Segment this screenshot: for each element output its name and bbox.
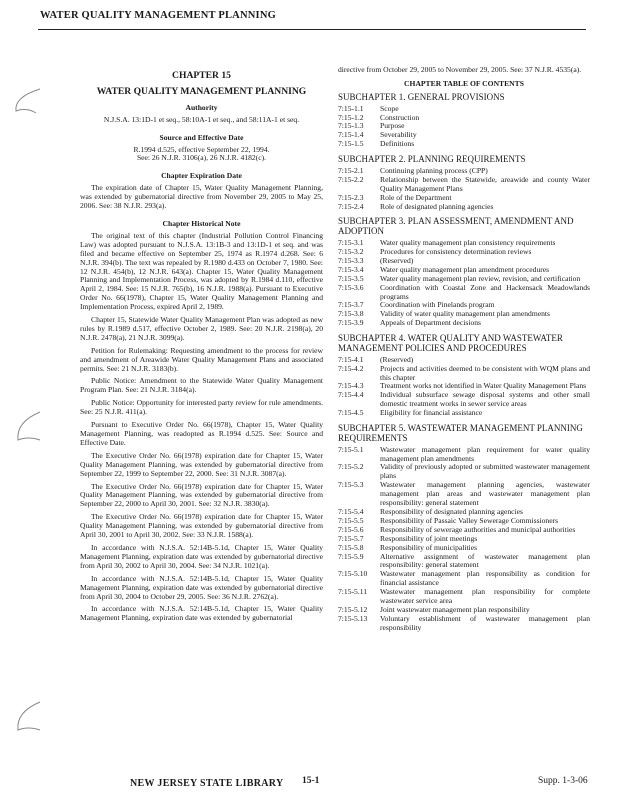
section-number: 7:15-1.2 bbox=[338, 112, 364, 122]
binding-mark-bottom bbox=[6, 700, 46, 734]
library-stamp: NEW JERSEY STATE LIBRARY bbox=[130, 778, 284, 789]
supplement-date: Supp. 1-3-06 bbox=[538, 776, 588, 786]
subchapter-heading: SUBCHAPTER 2. PLANNING REQUIREMENTS bbox=[338, 154, 526, 165]
section-number: 7:15-5.5 bbox=[338, 515, 364, 525]
section-number: 7:15-5.13 bbox=[338, 613, 368, 623]
toc-entry bbox=[338, 140, 590, 149]
section-number: 7:15-3.5 bbox=[338, 273, 364, 283]
source-heading: Source and Effective Date bbox=[159, 132, 244, 142]
section-number: 7:15-5.2 bbox=[338, 462, 364, 472]
section-title: Individual subsurface sewage disposal systems and other small domestic treatment works in sewer service areas bbox=[380, 390, 590, 409]
section-number: 7:15-4.2 bbox=[338, 363, 364, 373]
subchapter-heading: SUBCHAPTER 3. PLAN ASSESSMENT, AMENDMENT AND ADOPTION bbox=[338, 216, 574, 237]
toc-entry bbox=[338, 131, 590, 140]
section-title: Validity of water quality management plan amendments bbox=[380, 309, 550, 319]
section-title: Construction bbox=[380, 112, 420, 122]
section-number: 7:15-3.1 bbox=[338, 238, 364, 248]
toc-entry bbox=[338, 284, 590, 302]
toc-entry bbox=[338, 409, 590, 418]
section-title: Purpose bbox=[380, 121, 405, 131]
history-continuation: directive from October 29, 2005 to November 29, 2005. See: 37 N.J.R. 4535(a). bbox=[338, 65, 582, 74]
toc-entry bbox=[338, 553, 590, 571]
toc-entry bbox=[338, 463, 590, 481]
section-title: Wastewater management plan requirement for water quality management plan amendments bbox=[380, 444, 590, 463]
section-number: 7:15-5.3 bbox=[338, 480, 364, 490]
toc-entry bbox=[338, 481, 590, 508]
toc-title: CHAPTER TABLE OF CONTENTS bbox=[404, 78, 524, 88]
history-paragraph: Chapter 15, Statewide Water Quality Management Plan was adopted as new rules by R.1989 d.517, effective October 2, 1989. See: 20 N.J.R. 2198(a), 20 N.J.R. 2478(a), 21 N.J.R. 3099(a). bbox=[80, 315, 323, 342]
section-title: Coordination with Coastal Zone and Hackensack Meadowlands programs bbox=[380, 282, 590, 301]
section-title: Wastewater management plan responsibility for complete wastewater service area bbox=[380, 587, 590, 606]
table-of-contents bbox=[338, 93, 590, 633]
section-title: Wastewater management planning agencies, wastewater management plan areas and wastewater management plan responsibility: general statement bbox=[380, 480, 590, 508]
section-number: 7:15-2.2 bbox=[338, 174, 364, 184]
history-paragraph: The original text of this chapter (Industrial Pollution Control Financing Law) was adopted pursuant to N.J.S.A. 13:1B-3 and 13:1D-1 et seq. and was filed and became effective on September 25, 1974 as R.1974 d.268. See: 6 N.J.R. 394(b). The text was repealed by R.1980 d.433 on October 7, 1980. See: 12 N.J.R. 454(b), 12 N.J.R. 643(a). Chapter 15, Water Quality Management Planning and Implementation Process, was adopted by R.1984 d.110, effective April 2, 1984. See: 15 N.J.R. 765(b), 16 N.J.R. 1988(a). Pursuant to Executive Order No. 66(1978), Chapter 15, Water Quality Management Planning and Implementation Process, expired April 2, 1989. bbox=[80, 230, 323, 312]
history-notes bbox=[80, 232, 323, 623]
section-number: 7:15-3.6 bbox=[338, 282, 364, 292]
section-number: 7:15-3.3 bbox=[338, 255, 364, 265]
authority-heading: Authority bbox=[185, 102, 218, 112]
section-title: Role of designated planning agencies bbox=[380, 201, 494, 211]
history-paragraph: In accordance with N.J.S.A. 52:14B-5.1d, Chapter 15, Water Quality Management Planning, expiration date was extended by gubernatorial bbox=[80, 604, 323, 623]
section-title: Definitions bbox=[380, 139, 415, 149]
section-title: Continuing planning process (CPP) bbox=[380, 165, 488, 175]
section-number: 7:15-4.1 bbox=[338, 354, 364, 364]
history-paragraph: Pursuant to Executive Order No. 66(1978), Chapter 15, Water Quality Management Planning, was readopted as R.1994 d.525. See: Source and Effective Date. bbox=[80, 420, 323, 447]
toc-entry bbox=[338, 248, 590, 257]
section-number: 7:15-5.12 bbox=[338, 604, 368, 614]
section-title: Scope bbox=[380, 103, 399, 113]
section-number: 7:15-1.5 bbox=[338, 139, 364, 149]
section-number: 7:15-2.4 bbox=[338, 201, 364, 211]
section-title: Severability bbox=[380, 130, 417, 140]
section-number: 7:15-1.3 bbox=[338, 121, 364, 131]
toc-entry bbox=[338, 588, 590, 606]
history-paragraph: Public Notice: Opportunity for interested party review for rule amendments. See: 25 N.J.R. 411(a). bbox=[80, 398, 323, 417]
toc-entry bbox=[338, 365, 590, 383]
chapter-title: WATER QUALITY MANAGEMENT PLANNING bbox=[96, 85, 307, 97]
expiration-heading: Chapter Expiration Date bbox=[161, 171, 242, 181]
section-number: 7:15-5.10 bbox=[338, 569, 368, 579]
section-title: Water quality management plan amendment procedures bbox=[380, 264, 550, 274]
toc-entry bbox=[338, 570, 590, 588]
running-head: WATER QUALITY MANAGEMENT PLANNING bbox=[40, 10, 276, 21]
source-text-2: See: 26 N.J.R. 3106(a), 26 N.J.R. 4182(c). bbox=[136, 153, 267, 163]
section-title: Validity of previously adopted or submitted wastewater management plans bbox=[380, 462, 590, 481]
section-number: 7:15-3.7 bbox=[338, 300, 364, 310]
subchapter-heading: SUBCHAPTER 1. GENERAL PROVISIONS bbox=[338, 91, 505, 102]
section-number: 7:15-5.7 bbox=[338, 533, 364, 543]
section-number: 7:15-4.3 bbox=[338, 381, 364, 391]
history-paragraph: Petition for Rulemaking: Requesting amendment to the process for review and amendment of Areawide Water Quality Management Plans and associated permits. See: 21 N.J.R. 3183(b). bbox=[80, 345, 323, 373]
section-number: 7:15-5.9 bbox=[338, 551, 364, 561]
section-number: 7:15-4.4 bbox=[338, 390, 364, 400]
toc-entry bbox=[338, 176, 590, 194]
header-rule bbox=[38, 29, 586, 30]
section-number: 7:15-3.8 bbox=[338, 309, 364, 319]
section-number: 7:15-5.1 bbox=[338, 444, 364, 454]
toc-entry bbox=[338, 615, 590, 633]
section-title: Treatment works not identified in Water Quality Management Plans bbox=[380, 381, 587, 391]
history-paragraph: The Executive Order No. 66(1978) expiration date for Chapter 15, Water Quality Management Planning, was extended by gubernatorial directive from September 22, 2000 to April 30, 2001. See: 32 N.J.R. 3830(a). bbox=[80, 481, 323, 509]
section-number: 7:15-2.3 bbox=[338, 192, 364, 202]
left-column bbox=[80, 66, 323, 627]
expiration-text: The expiration date of Chapter 15, Water Quality Management Planning, was extended by gubernatorial directive from November 29, 2005 to May 25, 2006. See: 38 N.J.R. 293(a). bbox=[80, 183, 323, 211]
section-title: Projects and activities deemed to be consistent with WQM plans and this chapter bbox=[380, 363, 590, 382]
section-title: Responsibility of municipalities bbox=[380, 542, 478, 552]
history-paragraph: The Executive Order No. 66(1978) expiration date for Chapter 15, Water Quality Management Planning, was extended by gubernatorial directive from September 22, 1999 to September 22, 2000. See: 31 N.J.R. 3087(a). bbox=[80, 450, 323, 478]
authority-text: N.J.S.A. 13:1D-1 et seq., 58:10A-1 et seq., and 58:11A-1 et seq. bbox=[103, 114, 300, 124]
history-paragraph: Public Notice: Amendment to the Statewide Water Quality Management Program Plan. See: 21 N.J.R. 3184(a). bbox=[80, 376, 323, 395]
source-text-1: R.1994 d.525, effective September 22, 1994. bbox=[133, 144, 270, 154]
section-number: 7:15-5.6 bbox=[338, 524, 364, 534]
section-number: 7:15-1.4 bbox=[338, 130, 364, 140]
section-title: Joint wastewater management plan responsibility bbox=[380, 604, 530, 614]
history-paragraph: The Executive Order No. 66(1978) expiration date for Chapter 15, Water Quality Management Planning, was extended by gubernatorial directive from April 30, 2001 to April 30, 2002. See: 33 N.J.R. 1588(a). bbox=[80, 512, 323, 540]
toc-entry bbox=[338, 122, 590, 131]
section-title: Water quality management plan consistency requirements bbox=[380, 238, 556, 248]
section-title: Procedures for consistency determination reviews bbox=[380, 246, 532, 256]
subchapter-heading: SUBCHAPTER 5. WASTEWATER MANAGEMENT PLANNING REQUIREMENTS bbox=[338, 423, 583, 443]
section-title: (Reserved) bbox=[380, 255, 414, 265]
toc-entry bbox=[338, 105, 590, 114]
section-title: Responsibility of joint meetings bbox=[380, 533, 478, 543]
section-title: Responsibility of sewerage authorities and municipal authorities bbox=[380, 524, 576, 534]
section-number: 7:15-2.1 bbox=[338, 165, 364, 175]
section-number: 7:15-5.4 bbox=[338, 507, 364, 516]
history-heading: Chapter Historical Note bbox=[162, 218, 241, 228]
toc-entry bbox=[338, 446, 590, 464]
section-title: Responsibility of designated planning agencies bbox=[380, 507, 523, 516]
section-number: 7:15-1.1 bbox=[338, 103, 364, 113]
section-number: 7:15-3.4 bbox=[338, 264, 364, 274]
section-title: Responsibility of Passaic Valley Sewerage Commissioners bbox=[380, 515, 559, 525]
section-title: Role of the Department bbox=[380, 192, 452, 202]
section-title: Appeals of Department decisions bbox=[380, 318, 482, 328]
toc-entry bbox=[338, 391, 590, 409]
binding-mark-middle bbox=[6, 410, 46, 444]
toc-entry bbox=[338, 203, 590, 212]
toc-entry bbox=[338, 319, 590, 328]
history-paragraph: In accordance with N.J.S.A. 52:14B-5.1d, Chapter 15, Water Quality Management Planning, expiration date was extended by gubernatorial directive from April 30, 2002 to April 30, 2004. See: 34 N.J.R. 1021(a). bbox=[80, 542, 323, 570]
section-title: Alternative assignment of wastewater management plan responsibility: general statement bbox=[380, 551, 590, 570]
binding-mark-top bbox=[6, 85, 46, 115]
section-number: 7:15-5.11 bbox=[338, 587, 368, 597]
section-number: 7:15-3.2 bbox=[338, 246, 364, 256]
subchapter-heading: SUBCHAPTER 4. WATER QUALITY AND WASTEWATER MANAGEMENT POLICIES AND PROCEDURES bbox=[338, 333, 563, 353]
section-title: Relationship between the Statewide, areawide and county Water Quality Management Plans bbox=[380, 174, 590, 193]
section-title: Water quality management plan review, revision, and certification bbox=[380, 273, 581, 283]
section-title: (Reserved) bbox=[380, 354, 414, 364]
section-number: 7:15-3.9 bbox=[338, 318, 364, 328]
section-title: Voluntary establishment of wastewater management plan responsibility bbox=[380, 613, 590, 632]
history-paragraph: In accordance with N.J.S.A. 52:14B-5.1d, Chapter 15, Water Quality Management Planning, expiration date was extended by gubernatorial directive from April 30, 2004 to October 29, 2005. See: 36 N.J.R. 2762(a). bbox=[80, 573, 323, 601]
right-column bbox=[338, 66, 590, 633]
chapter-number: CHAPTER 15 bbox=[172, 70, 231, 81]
toc-entry bbox=[338, 114, 590, 123]
section-number: 7:15-5.8 bbox=[338, 542, 364, 552]
section-title: Coordination with Pinelands program bbox=[380, 300, 495, 310]
section-number: 7:15-4.5 bbox=[338, 408, 364, 418]
section-title: Wastewater management plan responsibility as condition for financial assistance bbox=[380, 569, 590, 588]
page-number: 15-1 bbox=[302, 776, 320, 786]
section-title: Eligibility for financial assistance bbox=[380, 408, 483, 418]
